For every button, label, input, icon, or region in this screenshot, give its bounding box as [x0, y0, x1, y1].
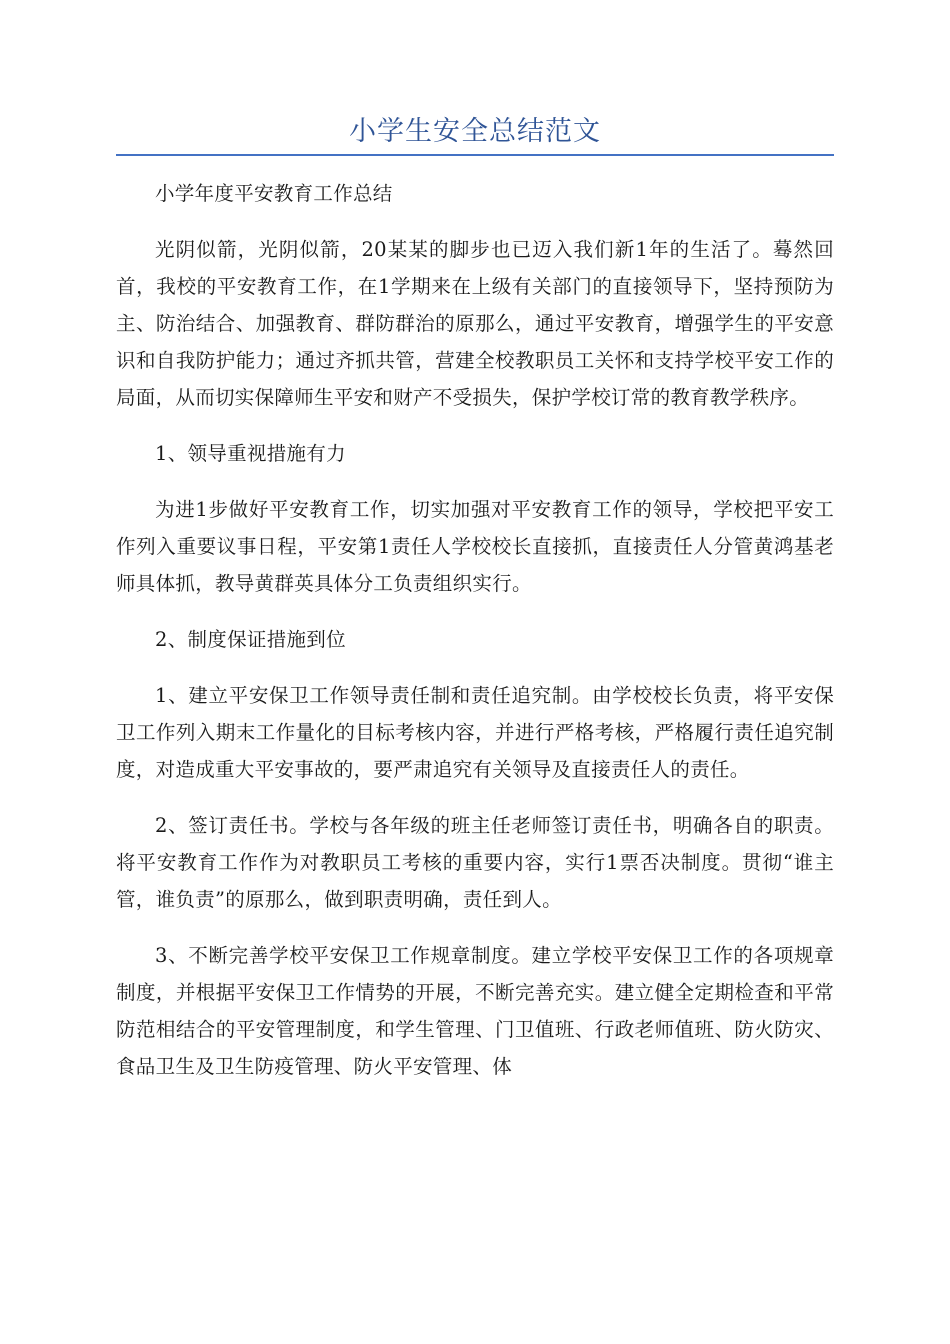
paragraph-item-1: 1、建立平安保卫工作领导责任制和责任追究制。由学校校长负责，将平安保卫工作列入期末工作量化的目标考核内容，并进行严格考核，严格履行责任追究制度，对造成重大平安事故的，要严肃追究有关领导及直接责任人的责任。: [116, 684, 834, 781]
paragraph-item-3: 3、不断完善学校平安保卫工作规章制度。建立学校平安保卫工作的各项规章制度，并根据平安保卫工作情势的开展，不断完善充实。建立健全定期检查和平常防范相结合的平安管理制度，和学生管理、门卫值班、行政老师值班、防火防灾、食品卫生及卫生防疫管理、防火平安管理、体: [116, 944, 834, 1078]
paragraph-leadership: 为进1步做好平安教育工作，切实加强对平安教育工作的领导，学校把平安工作列入重要议事日程，平安第1责任人学校校长直接抓，直接责任人分管黄鸿基老师具体抓，教导黄群英具体分工负责组织实行。: [116, 498, 834, 595]
document-body: [116, 175, 834, 1104]
document-title: 小学生安全总结范文: [349, 116, 601, 147]
paragraph-item-2: 2、签订责任书。学校与各年级的班主任老师签订责任书，明确各自的职责。将平安教育工作作为对教职员工考核的重要内容，实行1票否决制度。贯彻“谁主管，谁负责”的原那么，做到职责明确，责任到人。: [116, 814, 834, 911]
paragraph-intro: 光阴似箭，光阴似箭，20某某的脚步也已迈入我们新1年的生活了。蓦然回首，我校的平安教育工作，在1学期来在上级有关部门的直接领导下，坚持预防为主、防治结合、加强教育、群防群治的原那么，通过平安教育，增强学生的平安意识和自我防护能力；通过齐抓共管，营建全校教职员工关怀和支持学校平安工作的局面，从而切实保障师生平安和财产不受损失，保护学校订常的教育教学秩序。: [116, 238, 834, 409]
section-heading-2: 2、制度保证措施到位: [155, 628, 346, 651]
section-subtitle: 小学年度平安教育工作总结: [155, 182, 393, 205]
title-underline: [116, 154, 834, 156]
section-heading-1: 1、领导重视措施有力: [155, 442, 346, 465]
